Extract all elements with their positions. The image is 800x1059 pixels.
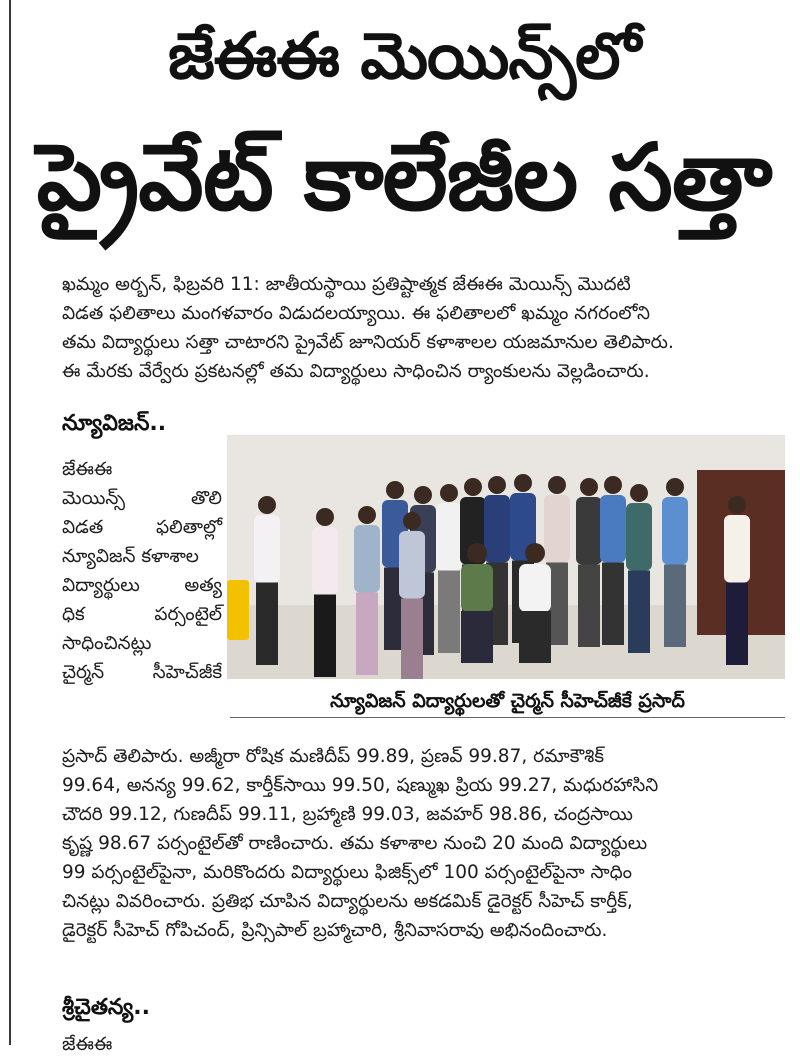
- narrow-line: [62, 455, 222, 484]
- headline-line-2: ప్రైవేట్ కాలేజీల సత్తా: [36, 124, 772, 231]
- headline-line-1: జేఈఈ మెయిన్స్‌లో: [168, 20, 640, 94]
- word: జేఈఈ: [62, 459, 113, 480]
- intro-line: ఖమ్మం అర్బన్, ఫిబ్రవరి 11: జాతీయస్థాయి ప్రతిష్టాత్మక జేఈఈ మెయిన్స్ మొదటి: [62, 274, 631, 295]
- person: [254, 496, 280, 665]
- word: సాధించినట్లు: [62, 633, 152, 654]
- word: విద్యార్థులు: [62, 575, 140, 596]
- column-rule: [9, 0, 11, 1045]
- group-photo-illustration: [227, 435, 785, 679]
- intro-line: విడత ఫలితాలు మంగళవారం విడుదలయ్యాయి. ఈ ఫలితాలలో ఖమ్మం నగరంలోని: [62, 303, 650, 324]
- word: అత్య: [184, 575, 222, 596]
- narrow-line: [62, 658, 222, 687]
- body-paragraph: [62, 742, 787, 945]
- photo-caption: న్యూవిజన్ విద్యార్థులతో చైర్మన్ సీహెచ్‌జీకే ప్రసాద్: [230, 685, 785, 718]
- body-line: చినట్లు వివరించారు. ప్రతిభ చూపిన విద్యార్థులను అకడమిక్ డైరెక్టర్ సీహెచ్ కార్తీక్,: [62, 891, 633, 912]
- body-line: 99 పర్సంటైల్‌పైనా, మరికొందరు విద్యార్థులు ఫిజిక్స్‌లో 100 పర్సంటైల్‌పైనా సాధిం: [62, 862, 633, 883]
- person: [436, 484, 462, 653]
- word: విడత: [62, 517, 104, 538]
- narrow-line: [62, 600, 222, 629]
- word: పర్సంటైల్: [154, 604, 222, 625]
- subheading-srichaitanya: శ్రీచైతన్య..: [62, 995, 150, 1020]
- section2-first-line: జేఈఈ: [62, 1034, 113, 1055]
- group-photo: [227, 435, 785, 679]
- word: ధిక: [62, 604, 85, 625]
- word: మెయిన్స్: [62, 488, 125, 509]
- narrow-line: [62, 571, 222, 600]
- body-line: కృష్ణ 98.67 పర్సంటైల్‌తో రాణించారు. తమ కళాశాల నుంచి 20 మంది విద్యార్థులు: [62, 833, 648, 854]
- body-line: చౌదరి 99.12, గుణదీప్ 99.11, బ్రహ్మాణి 99.03, జవహర్ 98.86, చంద్రసాయి: [62, 804, 633, 825]
- word: న్యూవిజన్ కళాశాల: [62, 546, 199, 567]
- person: [354, 506, 380, 675]
- person: [600, 476, 626, 645]
- narrow-line: [62, 484, 222, 513]
- body-line: ప్రసాద్ తెలిపారు. అజ్మీరా రోషిక మణిదీప్ 99.89, ప్రణవ్ 99.87, రమాకౌశిక్: [62, 746, 605, 767]
- person: [399, 512, 425, 679]
- person: [724, 496, 750, 665]
- intro-line: తమ విద్యార్థులు సత్తా చాటారని ప్రైవేట్ జూనియర్ కళాశాలల యజమానుల తెలిపారు.: [62, 332, 674, 353]
- word: తొలి: [191, 488, 222, 509]
- narrow-line: [62, 629, 222, 658]
- word: సీహెచ్‌జీకే: [152, 662, 222, 683]
- body-line: డైరెక్టర్ సీహెచ్ గోపిచంద్, ప్రిన్సిపాల్ బ్రహ్మాచారి, శ్రీనివాసరావు అభినందించారు.: [62, 920, 608, 941]
- subheading-newvision: న్యూవిజన్..: [62, 411, 167, 436]
- person: [576, 478, 602, 647]
- yellow-chair: [227, 580, 249, 640]
- narrow-column-text: [62, 455, 222, 687]
- narrow-line: [62, 542, 222, 571]
- word: చైర్మన్: [62, 662, 105, 683]
- narrow-line: [62, 513, 222, 542]
- person: [626, 484, 652, 653]
- person: [312, 508, 338, 677]
- word: ఫలితాల్లో: [156, 517, 222, 538]
- intro-line: ఈ మేరకు వేర్వేరు ప్రకటనల్లో తమ విద్యార్థులు సాధించిన ర్యాంకులను వెల్లడించారు.: [62, 361, 650, 382]
- body-line: 99.64, అనన్య 99.62, కార్తీక్‌సాయి 99.50, షణ్ముఖ ప్రియ 99.27, మధురహాసిని: [62, 775, 659, 796]
- intro-paragraph: [62, 270, 787, 386]
- person: [662, 478, 688, 647]
